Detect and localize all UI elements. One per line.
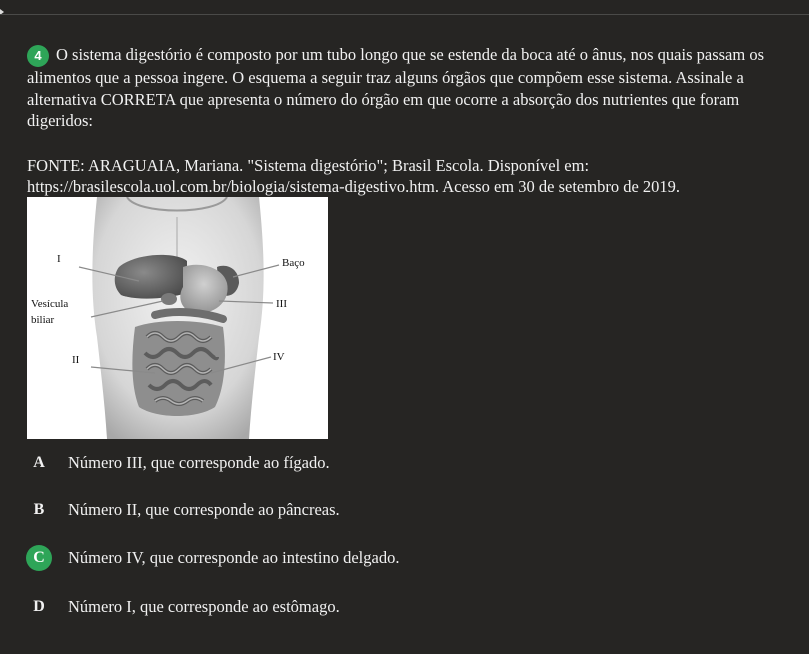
alternative-a-letter: A xyxy=(33,454,45,471)
question-number-badge: 4 xyxy=(27,45,49,67)
label-vesicula-line1: Vesícula xyxy=(31,298,69,310)
question-text: O sistema digestório é composto por um tubo longo que se estende da boca até o ânus, nos quais passam os alimentos que a pessoa ingere. O esquema a seguir traz alguns órgãos que compõem esse sistema. Assinale a alternativa CORRETA que apresenta o número do órgão em que ocorre a absorção dos nutrientes que foram digeridos: xyxy=(27,45,764,130)
alternative-b-text: Número II, que corresponde ao pâncreas. xyxy=(68,500,340,519)
label-iv: IV xyxy=(273,351,285,363)
alternative-d[interactable] xyxy=(26,594,786,620)
question-source xyxy=(27,155,797,197)
alternative-a[interactable] xyxy=(26,450,786,476)
label-i: I xyxy=(57,253,61,265)
digestive-system-figure xyxy=(27,197,328,439)
question-statement xyxy=(27,44,795,132)
alternative-c-text: Número IV, que corresponde ao intestino delgado. xyxy=(68,548,400,567)
alternative-a-text: Número III, que corresponde ao fígado. xyxy=(68,453,330,472)
alternative-d-letter: D xyxy=(33,598,45,615)
alternative-b[interactable] xyxy=(26,497,786,523)
source-url: https://brasilescola.uol.com.br/biologia/sistema-digestivo.htm. Acesso em 30 de setembro de 2019. xyxy=(27,177,681,196)
alternative-b-letter: B xyxy=(33,501,45,518)
alternative-c[interactable] xyxy=(26,545,786,571)
label-ii: II xyxy=(72,354,80,366)
label-iii: III xyxy=(276,298,287,310)
alternative-d-text: Número I, que corresponde ao estômago. xyxy=(68,597,340,616)
top-divider xyxy=(0,14,809,15)
label-vesicula-line2: biliar xyxy=(31,314,55,326)
label-baco: Baço xyxy=(282,257,305,269)
digestive-system-illustration xyxy=(27,197,328,439)
source-citation: FONTE: ARAGUAIA, Mariana. "Sistema digestório"; Brasil Escola. Disponível em: xyxy=(27,156,590,175)
alternative-c-letter-correct-badge: C xyxy=(26,545,52,571)
